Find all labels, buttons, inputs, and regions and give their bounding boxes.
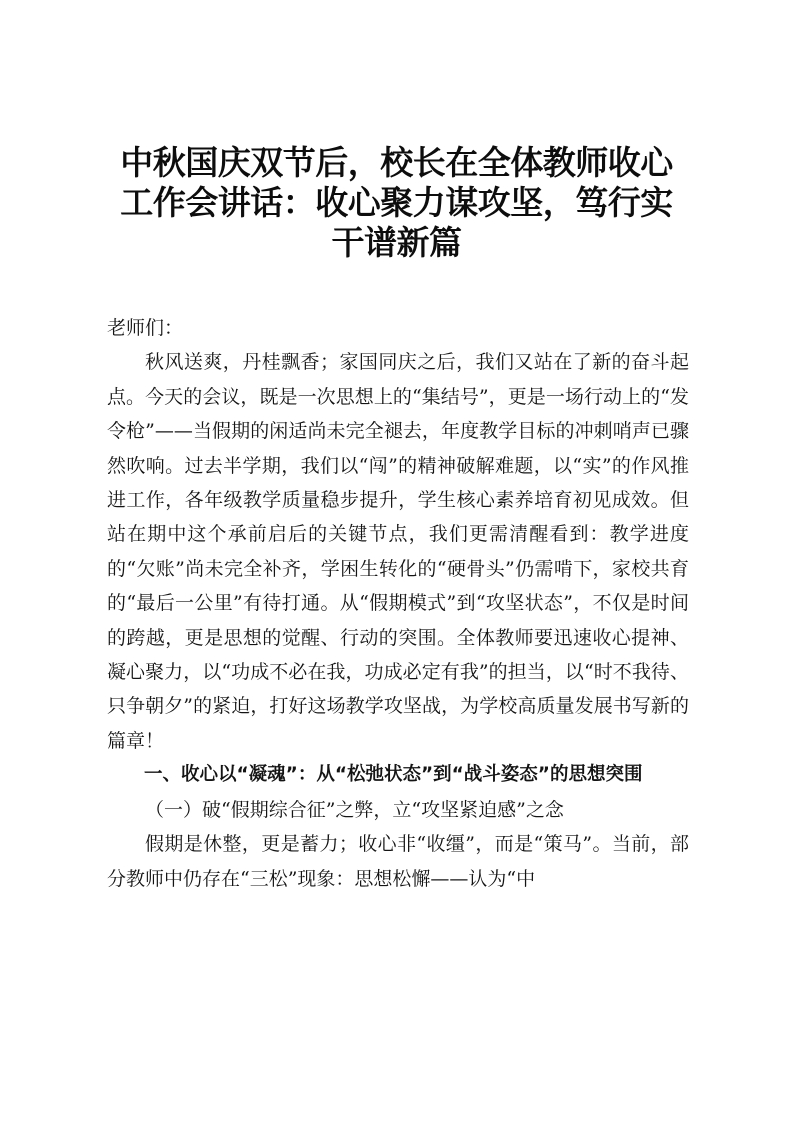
document-body [107, 311, 689, 896]
intro-paragraph: 秋风送爽，丹桂飘香；家国同庆之后，我们又站在了新的奋斗起点。今天的会议，既是一次思想上的“集结号”，更是一场行动上的“发令枪”——当假期的闲适尚未完全褪去，年度教学目标的冲刺哨声已骤然吹响。过去半学期，我们以“闯”的精神破解难题，以“实”的作风推进工作，各年级教学质量稳步提升，学生核心素养培育初见成效。但站在期中这个承前启后的关键节点，我们更需清醒看到：教学进度的“欠账”尚未完全补齐，学困生转化的“硬骨头”仍需啃下，家校共育的“最后一公里”有待打通。从“假期模式”到“攻坚状态”，不仅是时间的跨越，更是思想的觉醒、行动的突围。全体教师要迅速收心提神、凝心聚力，以“功成不必在我，功成必定有我”的担当，以“时不我待、只争朝夕”的紧迫，打好这场教学攻坚战，为学校高质量发展书写新的篇章！ [107, 351, 689, 752]
document-title [100, 143, 693, 263]
subsection-heading-1: （一）破“假期综合征”之弊，立“攻坚紧迫感”之念 [145, 798, 564, 821]
title-line-1: 中秋国庆双节后，校长在全体教师收心 [120, 143, 673, 182]
section-heading-1: 一、收心以“凝魂”：从“松弛状态”到“战斗姿态”的思想突围 [144, 764, 643, 786]
title-line-2: 工作会讲话：收心聚力谋攻坚，笃行实 [120, 183, 673, 222]
salutation: 老师们： [107, 317, 184, 339]
body-paragraph-1: 假期是休整，更是蓄力；收心非“收缰”，而是“策马”。当前，部分教师中仍存在“三松”现象：思想松懈——认为“中 [107, 833, 689, 890]
title-line-3: 干谱新篇 [331, 223, 462, 262]
